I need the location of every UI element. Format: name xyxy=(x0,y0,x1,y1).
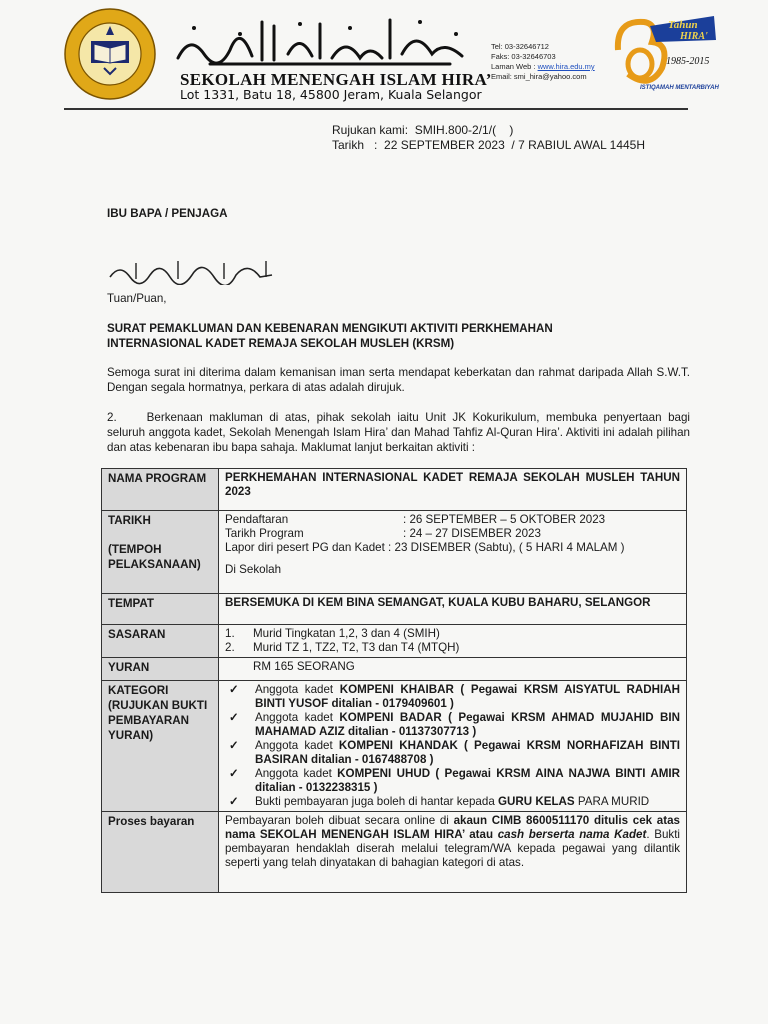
program-label: NAMA PROGRAM xyxy=(102,469,219,511)
report-date-row: Lapor diri pesert PG dan Kadet : 23 DISEMBER (Sabtu), ( 5 HARI 4 MALAM ) xyxy=(225,541,625,554)
at-school-text: Di Sekolah xyxy=(225,563,282,576)
subject-heading: SURAT PEMAKLUMAN DAN KEBENARAN MENGIKUTI AKTIVITI PERKHEMAHAN INTERNASIONAL KADET REMAJA SEKOLAH MUSLEH (KRSM) xyxy=(107,322,553,350)
tempat-value: BERSEMUKA DI KEM BINA SEMANGAT, KUALA KUBU BAHARU, SELANGOR xyxy=(219,594,687,625)
anniversary-logo xyxy=(610,12,720,92)
tel-line: Tel: 03-32646712 xyxy=(491,42,549,51)
salutation: Tuan/Puan, xyxy=(107,292,167,305)
activity-info-table xyxy=(101,468,687,893)
anniv-years-text: 1985-2015 xyxy=(666,56,710,67)
school-crest-logo xyxy=(64,8,156,100)
list-item: ✓ Anggota kadet KOMPENI KHANDAK ( Pegawai KRSM NORHAFIZAH BINTI BASIRAN ditalian - 0167488708 ) xyxy=(229,739,680,766)
check-icon: ✓ xyxy=(229,795,239,808)
kategori-value xyxy=(219,681,687,812)
list-item: ✓ Bukti pembayaran juga boleh di hantar kepada GURU KELAS PARA MURID xyxy=(229,795,650,808)
check-icon: ✓ xyxy=(229,739,239,752)
letter-date: Tarikh : 22 SEPTEMBER 2023 / 7 RABIUL AWAL 1445H xyxy=(332,138,646,152)
tarikh-label: TARIKH (TEMPOH PELAKSANAAN) xyxy=(102,511,219,594)
proses-value: Pembayaran boleh dibuat secara online di akaun CIMB 8600511170 ditulis cek atas nama SEKOLAH MENENGAH ISLAM HIRA’ atau cash berserta nama Kadet. Bukti pembayaran hendaklah diserah melalui telegram/WA kepada pegawai yang dilantik seperti yang telah dinyatakan di bahagian kategori di atas. xyxy=(219,812,687,893)
email-line: Email: smi_hira@yahoo.com xyxy=(491,72,587,81)
tarikh-value xyxy=(219,511,687,594)
yuran-label: YURAN xyxy=(102,658,219,681)
web-line: Laman Web : www.hira.edu.my xyxy=(491,62,595,71)
list-item: 1. Murid Tingkatan 1,2, 3 dan 4 (SMIH) xyxy=(225,627,440,640)
table-row xyxy=(102,625,687,658)
registration-row: Pendaftaran : 26 SEPTEMBER – 5 OKTOBER 2023 xyxy=(225,513,606,526)
tempat-label: TEMPAT xyxy=(102,594,219,625)
school-address: Lot 1331, Batu 18, 45800 Jeram, Kuala Selangor xyxy=(180,87,482,102)
paragraph-2: 2. Berkenaan makluman di atas, pihak sekolah iaitu Unit JK Kokurikulum, membuka penyertaan bagi seluruh anggota kadet, Sekolah Menengah Islam Hira’ dan Mahad Tahfiz Al-Quran Hira’. Aktiviti ini adalah pilihan dan atas kebenaran ibu bapa sahaja. Maklumat lanjut berkaitan aktiviti : xyxy=(107,411,690,454)
paragraph-1: Semoga surat ini diterima dalam kemanisan iman serta mendapat keberkatan dan rahmat daripada Allah S.W.T. Dengan segala hormatnya, perkara di atas adalah dirujuk. xyxy=(107,366,690,394)
sasaran-value xyxy=(219,625,687,658)
check-icon: ✓ xyxy=(229,683,239,696)
header-divider xyxy=(64,108,688,110)
table-row xyxy=(102,658,687,681)
fax-line: Faks: 03-32646703 xyxy=(491,52,556,61)
arabic-salam-greeting xyxy=(106,255,276,285)
contact-block xyxy=(491,42,595,82)
check-icon: ✓ xyxy=(229,767,239,780)
list-item: 2. Murid TZ 1, TZ2, T2, T3 dan T4 (MTQH) xyxy=(225,641,460,654)
sasaran-label: SASARAN xyxy=(102,625,219,658)
check-icon: ✓ xyxy=(229,711,239,724)
recipient: IBU BAPA / PENJAGA xyxy=(107,207,228,220)
table-row xyxy=(102,511,687,594)
table-row xyxy=(102,594,687,625)
yuran-value: RM 165 SEORANG xyxy=(219,658,687,681)
reference-number: Rujukan kami: SMIH.800-2/1/( ) xyxy=(332,123,514,137)
table-row xyxy=(102,469,687,511)
list-item: ✓ Anggota kadet KOMPENI KHAIBAR ( Pegawai KRSM AISYATUL RADHIAH BINTI YUSOF ditalian - 0179409601 ) xyxy=(229,683,680,710)
list-item: ✓ Anggota kadet KOMPENI BADAR ( Pegawai KRSM AHMAD MUJAHID BIN MAHAMAD AZIZ ditalian - 01137307713 ) xyxy=(229,711,681,738)
proses-label: Proses bayaran xyxy=(102,812,219,893)
program-date-row: Tarikh Program : 24 – 27 DISEMBER 2023 xyxy=(225,527,541,540)
anniv-motto-text: ISTIQAMAH MENTARBIYAH xyxy=(640,85,719,91)
program-value: PERKHEMAHAN INTERNASIONAL KADET REMAJA SEKOLAH MUSLEH TAHUN 2023 xyxy=(219,469,687,511)
table-row xyxy=(102,812,687,893)
kategori-label: KATEGORI (RUJUKAN BUKTI PEMBAYARAN YURAN) xyxy=(102,681,219,812)
list-item: ✓ Anggota kadet KOMPENI UHUD ( Pegawai KRSM AINA NAJWA BINTI AMIR ditalian - 0132238315 ) xyxy=(229,767,680,794)
website-link[interactable]: www.hira.edu.my xyxy=(537,62,595,71)
anniv-tahun-text: Tahun xyxy=(668,19,698,31)
school-name: SEKOLAH MENENGAH ISLAM HIRA’ xyxy=(180,70,492,89)
arabic-calligraphy-logo xyxy=(170,14,470,70)
table-row xyxy=(102,681,687,812)
anniv-hira-text: HIRA' xyxy=(680,31,708,42)
